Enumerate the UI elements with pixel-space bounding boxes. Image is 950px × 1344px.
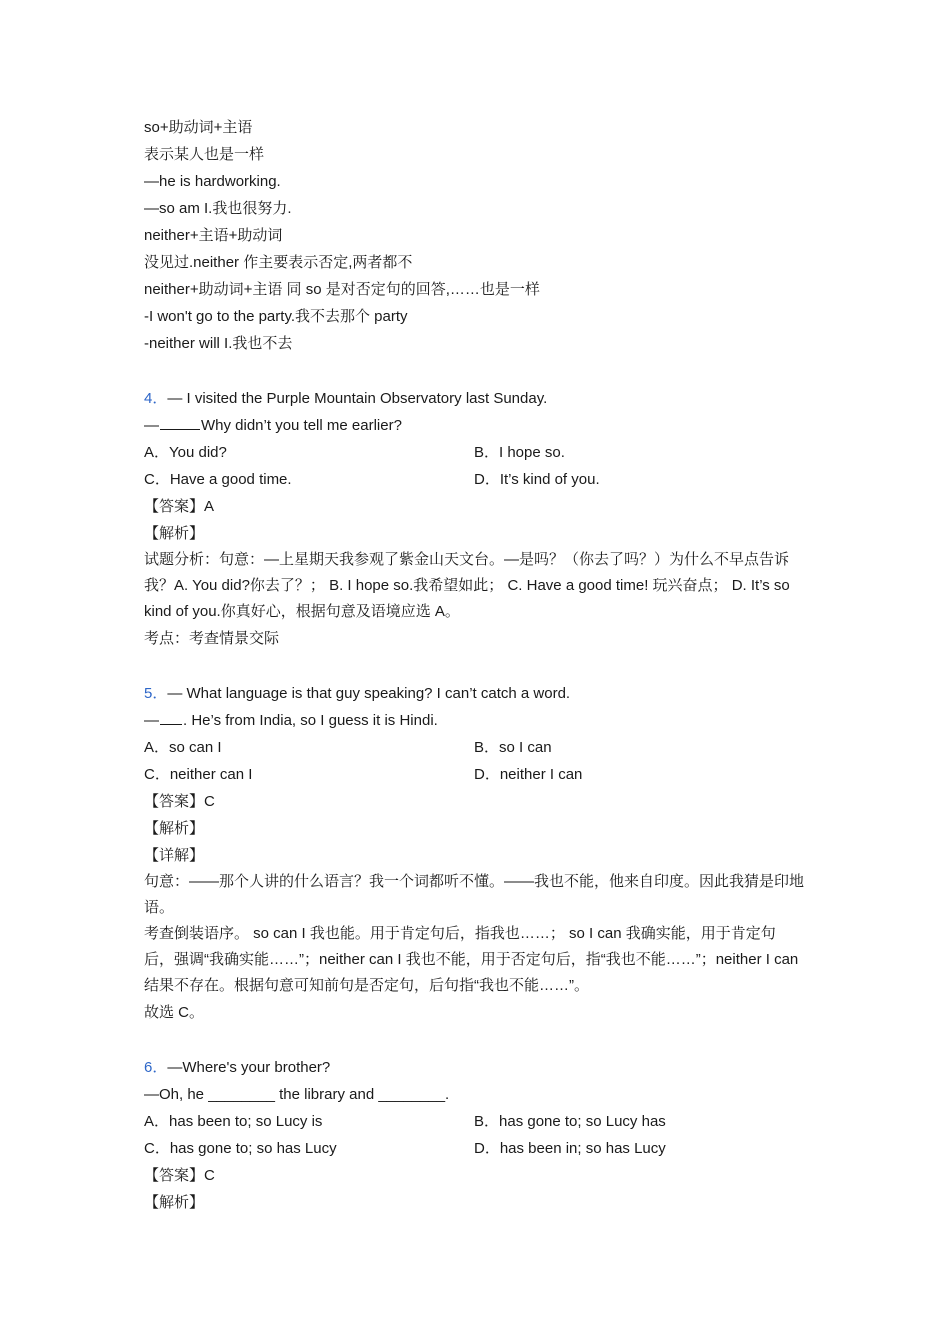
note-line: neither+助动词+主语 同 so 是对否定句的回答,……也是一样 [144, 281, 540, 298]
note-line: -I won't go to the party.我不去那个 party [144, 308, 408, 325]
option-c: C．neither can I [144, 766, 253, 783]
question-text: —Where's your brother? [167, 1059, 331, 1076]
option-b: B．has gone to; so Lucy has [474, 1113, 666, 1130]
conclusion-text: 故选 C。 [144, 1004, 205, 1021]
question-text: Why didn’t you tell me earlier? [201, 417, 402, 434]
option-b: B．I hope so. [474, 444, 565, 461]
note-line: —he is hardworking. [144, 173, 281, 190]
option-c: C．has gone to; so has Lucy [144, 1140, 337, 1157]
answer-blank [160, 415, 200, 430]
analysis-text: 试题分析：句意：—上星期天我参观了紫金山天文台。—是吗？（你去了吗？）为什么不早点告诉我？A. You did?你去了？； B. I hope so.我希望如此； C. Have a good time! 玩兴奋点； D. It’s so kind of you.你真好心，根据句意及语境应选 A。 [144, 551, 790, 620]
question-stem-line-2 [144, 707, 804, 734]
option-a: A．so can I [144, 739, 222, 756]
answer-blank [160, 710, 182, 725]
question-6 [144, 1054, 804, 1216]
option-d: D．has been in; so has Lucy [474, 1140, 666, 1157]
question-number: 6． [144, 1059, 168, 1076]
note-line: 没见过.neither 作主要表示否定,两者都不 [144, 254, 413, 271]
section-gap [144, 652, 804, 680]
options-row [144, 1108, 804, 1135]
note-line: so+助动词+主语 [144, 119, 253, 136]
note-line: neither+主语+助动词 [144, 227, 283, 244]
question-stem-line-2 [144, 412, 804, 439]
question-text: — What language is that guy speaking? I can’t catch a word. [167, 685, 571, 702]
question-text: — I visited the Purple Mountain Observatory last Sunday. [167, 390, 548, 407]
intro-notes [144, 114, 804, 357]
option-d: D．It’s kind of you. [474, 471, 600, 488]
options-row [144, 439, 804, 466]
detail-label: 【详解】 [144, 847, 205, 864]
note-line: -neither will I.我也不去 [144, 335, 293, 352]
question-stem [144, 1054, 804, 1081]
detail-text: 考查倒装语序。 so can I 我也能。用于肯定句后，指我也……； so I can 我确实能，用于肯定句后，强调“我确实能……”；neither can I 我也不能，用于否定句后，指“我也不能……”；neither I can 结果不存在。根据句意可知前句是否定句，后句指“我也不能……”。 [144, 925, 799, 994]
section-gap [144, 357, 804, 385]
analysis-label: 【解析】 [144, 820, 205, 837]
analysis-label: 【解析】 [144, 525, 205, 542]
question-5 [144, 680, 804, 1026]
question-number: 5． [144, 685, 168, 702]
options-row [144, 734, 804, 761]
note-line: 表示某人也是一样 [144, 146, 265, 163]
question-stem [144, 680, 804, 707]
option-b: B．so I can [474, 739, 552, 756]
question-stem-line-2: —Oh, he ________ the library and ________. [144, 1086, 450, 1103]
detail-text: 句意：——那个人讲的什么语言？我一个词都听不懂。——我也不能，他来自印度。因此我猜是印地语。 [144, 873, 805, 916]
options-row [144, 1135, 804, 1162]
answer-label: 【答案】A [144, 498, 215, 515]
option-d: D．neither I can [474, 766, 583, 783]
option-c: C．Have a good time. [144, 471, 292, 488]
question-stem [144, 385, 804, 412]
dash: — [144, 417, 159, 434]
answer-label: 【答案】C [144, 1167, 215, 1184]
question-number: 4． [144, 390, 168, 407]
note-line: —so am I.我也很努力. [144, 200, 292, 217]
options-row [144, 761, 804, 788]
question-4 [144, 385, 804, 652]
document-content [144, 114, 804, 1216]
section-gap [144, 1026, 804, 1054]
answer-label: 【答案】C [144, 793, 215, 810]
options-row [144, 466, 804, 493]
option-a: A．has been to; so Lucy is [144, 1113, 323, 1130]
dash: — [144, 712, 159, 729]
analysis-label: 【解析】 [144, 1194, 205, 1211]
question-text: . He’s from India, so I guess it is Hindi. [183, 712, 438, 729]
option-a: A．You did? [144, 444, 227, 461]
exam-point: 考点：考查情景交际 [144, 630, 280, 647]
